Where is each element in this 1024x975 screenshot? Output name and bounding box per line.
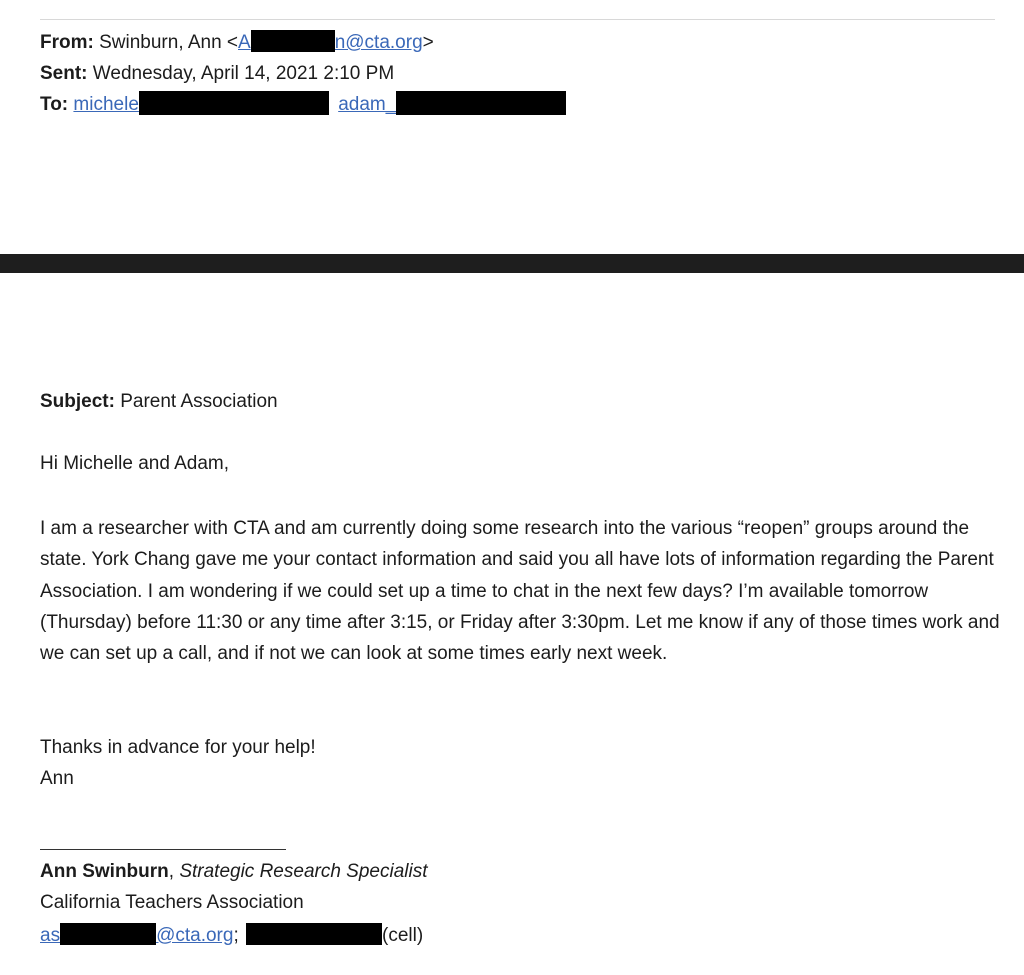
to-recipient-adam[interactable]: adam_: [338, 94, 397, 115]
signature-email-start[interactable]: as: [40, 925, 61, 946]
redaction-box: [396, 91, 566, 115]
greeting: Hi Michelle and Adam,: [40, 453, 230, 474]
subject-line: [40, 388, 278, 416]
to-line: [40, 92, 566, 118]
from-email-end[interactable]: n@cta.org: [334, 32, 423, 53]
signature-email-end[interactable]: @cta.org: [156, 925, 234, 946]
signature-separator: ,: [168, 861, 180, 882]
from-name: Swinburn, Ann <: [99, 32, 239, 53]
from-line: [40, 30, 434, 56]
from-label: From:: [40, 32, 94, 53]
from-close: >: [422, 32, 434, 53]
sent-line: [40, 61, 394, 87]
to-label: To:: [40, 94, 69, 115]
redaction-box: [139, 91, 329, 115]
signature-contact: [40, 922, 423, 950]
signature-organization: California Teachers Association: [40, 892, 304, 913]
signature-name: Ann Swinburn: [40, 861, 169, 882]
thanks-line: Thanks in advance for your help!: [40, 737, 316, 758]
redaction-box: [60, 923, 156, 945]
sent-label: Sent:: [40, 63, 88, 84]
signature-rule: [40, 849, 286, 850]
redaction-box: [246, 923, 382, 945]
signature-email-separator: ;: [233, 925, 239, 946]
subject-label: Subject:: [40, 391, 115, 412]
subject-value: Parent Association: [120, 391, 278, 412]
signature-phone-suffix: (cell): [382, 925, 424, 946]
from-email-start[interactable]: A: [238, 32, 251, 53]
page-divider: [0, 254, 1024, 273]
sent-value: Wednesday, April 14, 2021 2:10 PM: [92, 63, 395, 84]
body-paragraph: I am a researcher with CTA and am currently doing some research into the various “reopen” groups around the state. York Chang gave me your contact information and said you all have lots of information regarding the Parent Association. I am wondering if we could set up a time to chat in the next few days? I’m available tomorrow (Thursday) before 11:30 or any time after 3:15, or Friday after 3:30pm. Let me know if any of those times work and we can set up a call, and if not we can look at some times early next week.: [40, 518, 1000, 665]
redaction-box: [251, 30, 335, 52]
top-rule: [40, 19, 995, 20]
signoff: Ann: [40, 768, 74, 789]
signature-title: Strategic Research Specialist: [179, 861, 428, 882]
signature-name-line: [40, 858, 428, 886]
to-recipient-michele[interactable]: michele: [73, 94, 139, 115]
